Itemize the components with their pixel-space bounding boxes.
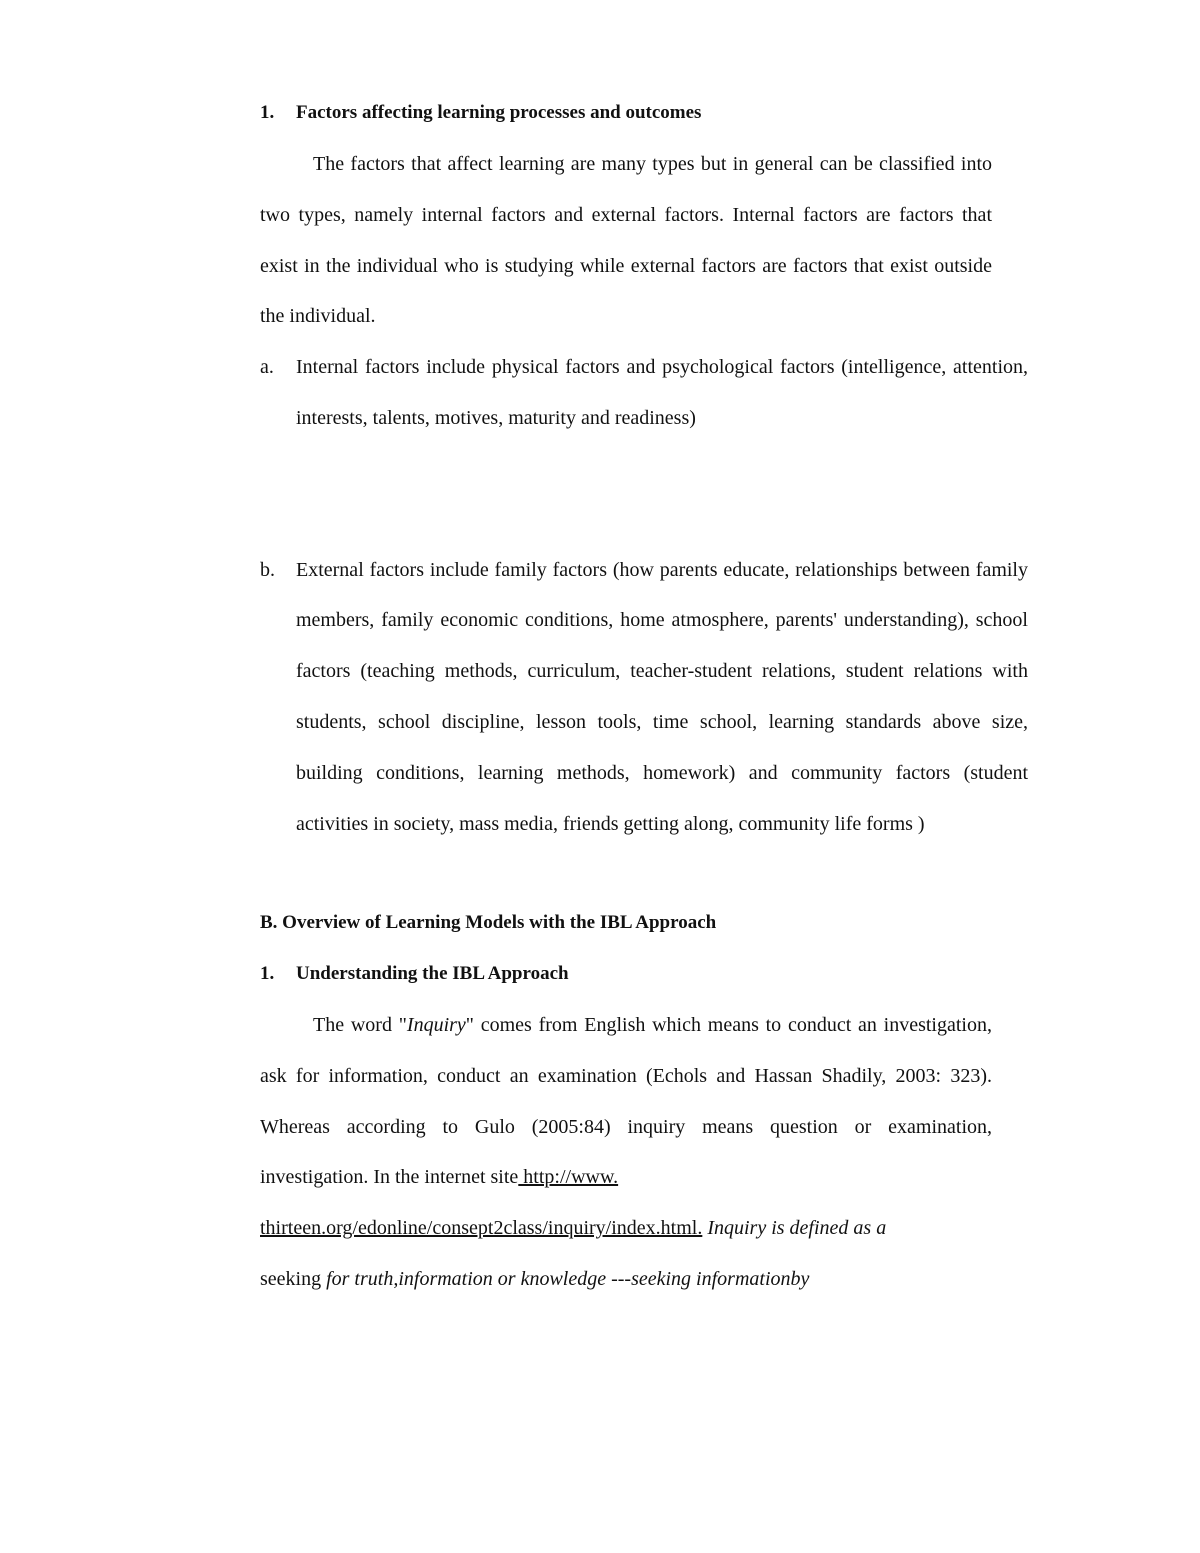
inquiry-text-4: seeking: [260, 1267, 327, 1290]
inquiry-word: Inquiry: [406, 1014, 466, 1036]
list-item-a: [260, 342, 1028, 444]
list-text-b: External factors include family factors (how parents educate, relationships between family members, family economic conditions, home atmosphere, parents' understanding), school factors (teaching methods, curriculum, teacher-student relations, student relations with students, school discipline, lesson tools, time school, learning standards above size, building conditions, learning methods, homework) and community factors (student activities in society, mass media, friends getting along, community life forms ): [296, 558, 1028, 835]
section-1-number: 1.: [260, 102, 275, 123]
section-1-title: Factors affecting learning processes and outcomes: [296, 102, 702, 123]
subsection-1-title: Understanding the IBL Approach: [296, 963, 569, 984]
inquiry-text-1: The word ": [313, 1014, 407, 1036]
subsection-1-number: 1.: [260, 963, 275, 984]
internet-site-link-part1[interactable]: http://www.: [518, 1166, 619, 1189]
list-item-b: [260, 545, 1028, 850]
subsection-1-heading: [260, 949, 992, 1000]
list-marker-a: a.: [260, 356, 274, 378]
inquiry-definition-2: for truth,information or knowledge ---seeking informationby: [326, 1267, 810, 1290]
section-b-heading: B. Overview of Learning Models with the IBL Approach: [260, 912, 717, 933]
inquiry-definition-1: Inquiry is defined as a: [707, 1217, 887, 1240]
inquiry-text-2: " comes from English which means to conduct an investigation, ask for information, conduct an examination (Echols and Hassan Shadily, 2003: 323). Whereas according to Gulo (2005:84) inquiry means question or examination, investigation. In the internet site: [260, 1014, 992, 1189]
list-marker-b: b.: [260, 558, 275, 581]
section-1-heading: [260, 88, 992, 139]
internet-site-link-part2[interactable]: thirteen.org/edonline/consept2class/inquiry/index.html.: [260, 1217, 703, 1240]
inquiry-paragraph: [260, 1000, 992, 1305]
list-text-a: Internal factors include physical factors and psychological factors (intelligence, attention, interests, talents, motives, maturity and readiness): [296, 356, 1028, 429]
section-1-paragraph: The factors that affect learning are many types but in general can be classified into two types, namely internal factors and external factors. Internal factors are factors that exist in the individual who is studying while external factors are factors that exist outside the individual.: [260, 153, 992, 328]
